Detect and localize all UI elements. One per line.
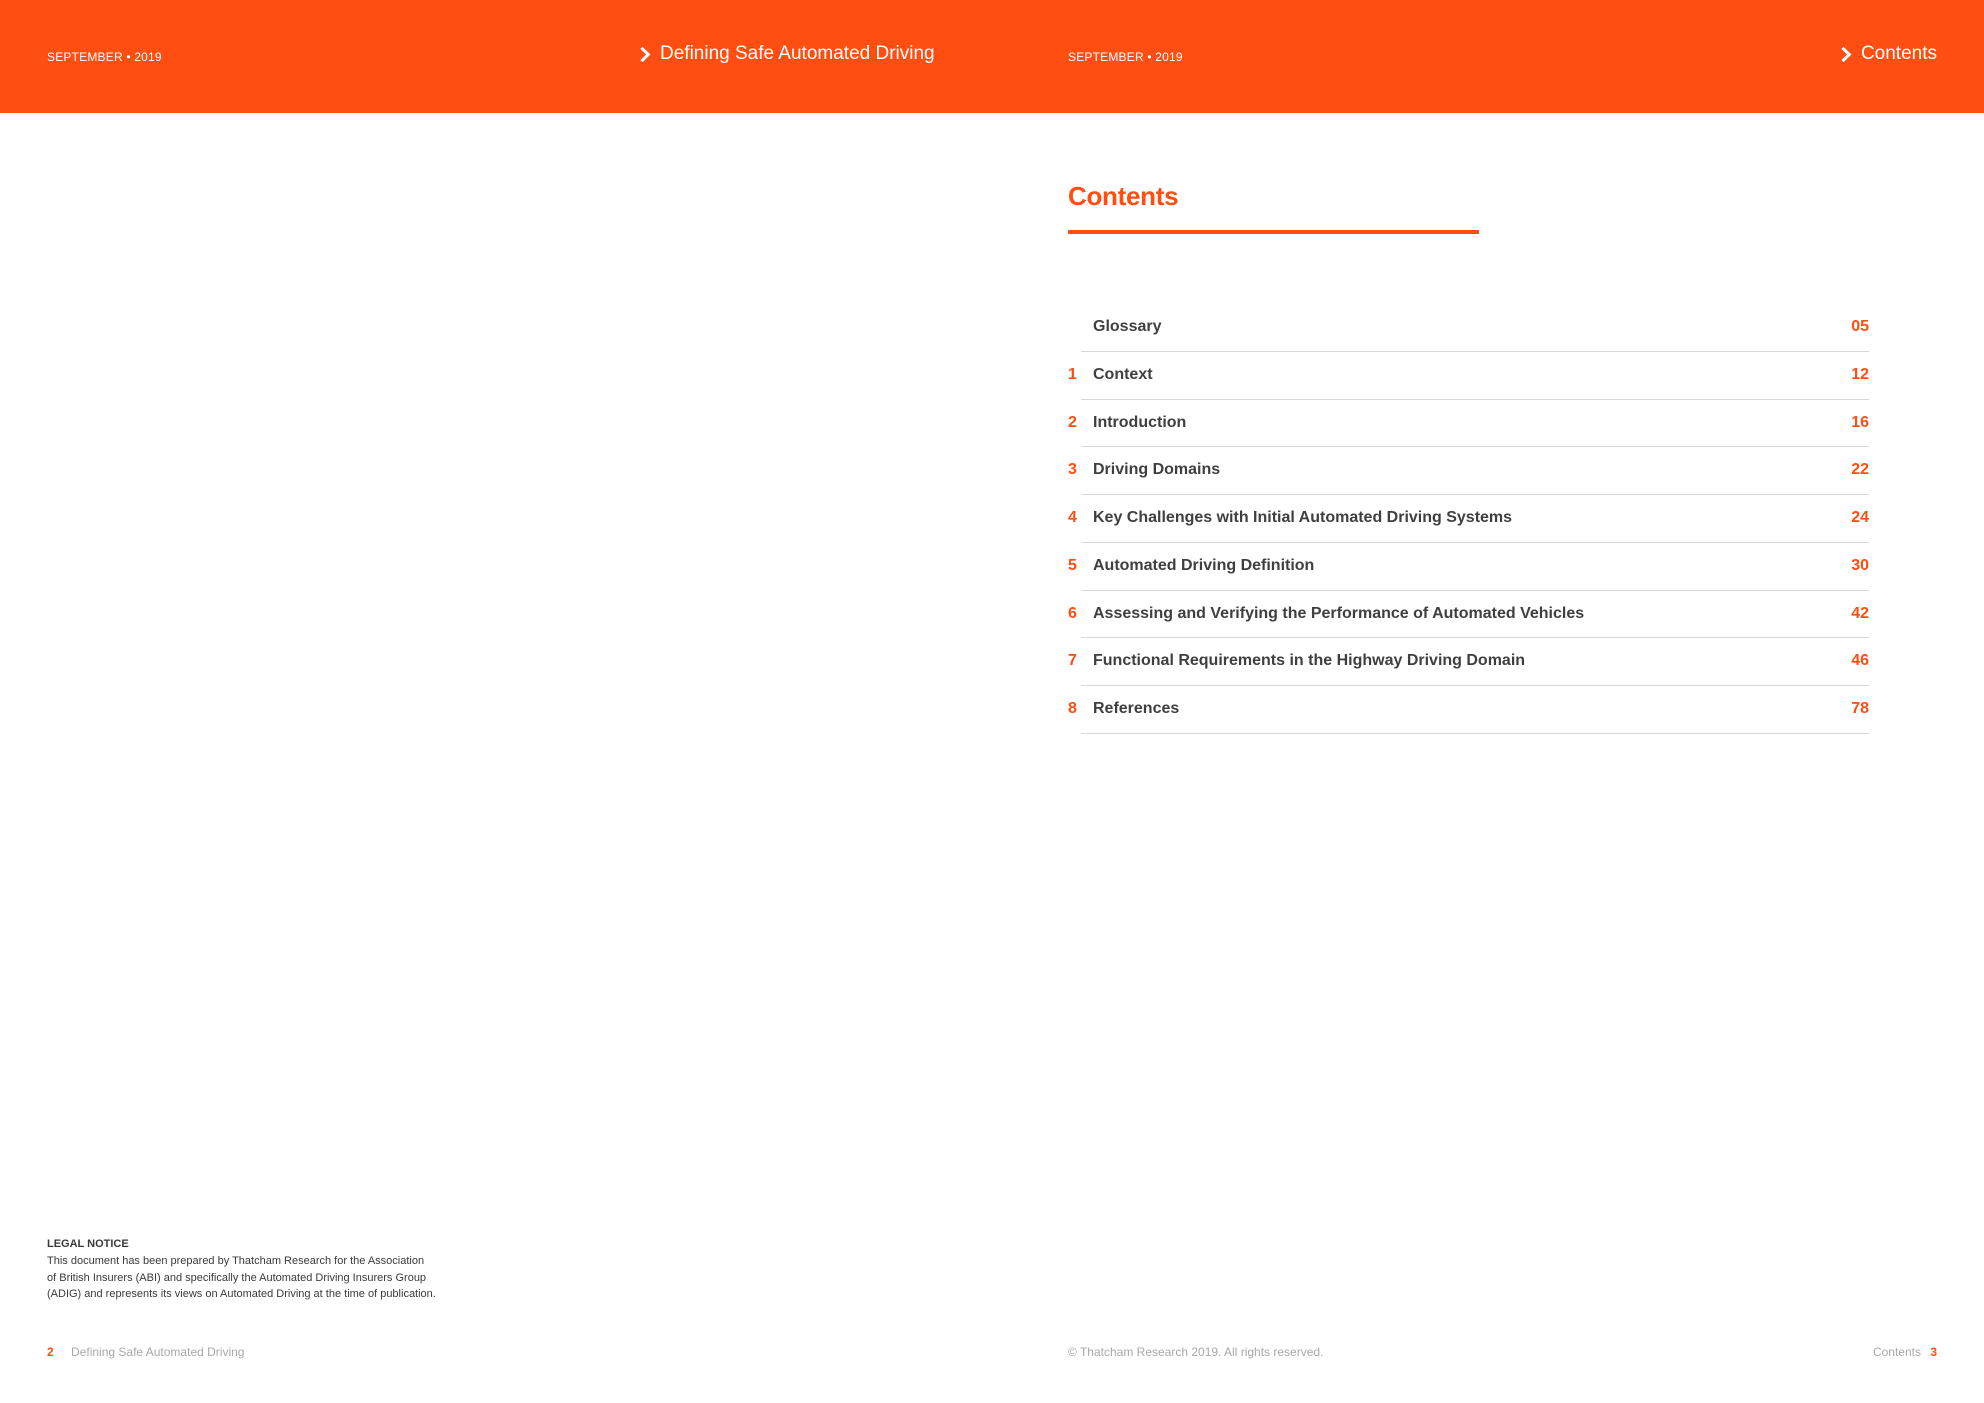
- chevron-right-icon: [1836, 47, 1852, 63]
- toc-entry[interactable]: [1068, 447, 1869, 495]
- title-underline: [1068, 230, 1479, 234]
- toc-entry-label: Driving Domains: [1093, 461, 1221, 479]
- toc-entry[interactable]: [1068, 543, 1869, 591]
- right-footer-page-number: 3: [1930, 1345, 1937, 1359]
- toc-entry-number: 3: [1068, 461, 1077, 479]
- toc-entry-label: Functional Requirements in the Highway Driving Domain: [1093, 652, 1526, 670]
- left-header-title: Defining Safe Automated Driving: [660, 43, 935, 64]
- copyright-notice: © Thatcham Research 2019. All rights reserved.: [1068, 1345, 1324, 1359]
- right-footer: [1873, 1345, 1937, 1359]
- left-footer-title: Defining Safe Automated Driving: [71, 1345, 245, 1359]
- legal-notice: [47, 1238, 507, 1303]
- toc-entry[interactable]: [1068, 638, 1869, 686]
- toc-entry[interactable]: [1068, 591, 1869, 639]
- chevron-right-icon: [635, 47, 651, 63]
- toc-entry-label: Automated Driving Definition: [1093, 556, 1315, 574]
- header-bar: [0, 0, 1984, 113]
- toc-entry-page: 22: [1851, 461, 1869, 479]
- toc-entry-number: 6: [1068, 604, 1077, 622]
- toc-entry-label: Assessing and Verifying the Performance of Automated Vehicles: [1093, 604, 1585, 622]
- legal-line: (ADIG) and represents its views on Automated Driving at the time of publication.: [47, 1288, 436, 1300]
- toc-entry-label: Glossary: [1093, 318, 1162, 335]
- toc-entry[interactable]: [1068, 400, 1869, 448]
- left-footer: [47, 1345, 244, 1359]
- legal-body: [47, 1253, 507, 1303]
- table-of-contents: [1068, 304, 1869, 734]
- right-footer-section: Contents: [1872, 1345, 1921, 1359]
- legal-heading: LEGAL NOTICE: [47, 1238, 129, 1250]
- toc-entry-label: Introduction: [1093, 413, 1187, 431]
- toc-entry-page: 42: [1851, 604, 1869, 622]
- toc-entry[interactable]: [1068, 495, 1869, 543]
- page-title: Contents: [1068, 181, 1179, 211]
- left-header-date: SEPTEMBER • 2019: [47, 50, 162, 64]
- legal-line: of British Insurers (ABI) and specifically the Automated Driving Insurers Group: [47, 1271, 427, 1284]
- right-header-date: SEPTEMBER • 2019: [1068, 50, 1183, 64]
- toc-entry-number: 1: [1068, 365, 1077, 383]
- left-header-nav-link[interactable]: [637, 42, 935, 66]
- toc-entry-page: 05: [1851, 318, 1869, 335]
- toc-entry-number: 7: [1068, 652, 1077, 670]
- toc-entry-label: References: [1093, 700, 1180, 717]
- toc-entry-page: 24: [1851, 509, 1869, 526]
- left-footer-page-number: 2: [47, 1345, 54, 1359]
- toc-entry-label: Context: [1093, 365, 1153, 383]
- toc-entry-page: 12: [1851, 365, 1869, 383]
- toc-entry[interactable]: [1068, 352, 1869, 400]
- toc-entry-number: 2: [1068, 413, 1077, 431]
- toc-entry-page: 30: [1851, 556, 1869, 574]
- toc-entry-number: 5: [1068, 556, 1077, 574]
- right-header-nav-link[interactable]: [1838, 42, 1937, 66]
- toc-entry-page: 78: [1851, 700, 1869, 717]
- toc-entry-number: 8: [1068, 700, 1077, 717]
- toc-entry-page: 16: [1851, 413, 1869, 431]
- toc-entry[interactable]: [1068, 686, 1869, 734]
- toc-divider: [1081, 733, 1869, 734]
- toc-entry[interactable]: [1068, 304, 1869, 352]
- toc-entry-page: 46: [1851, 652, 1869, 670]
- legal-line: This document has been prepared by Thatcham Research for the Association: [47, 1255, 425, 1267]
- toc-entry-label: Key Challenges with Initial Automated Driving Systems: [1093, 509, 1513, 526]
- toc-entry-number: 4: [1068, 509, 1077, 526]
- right-header-title: Contents: [1860, 43, 1937, 64]
